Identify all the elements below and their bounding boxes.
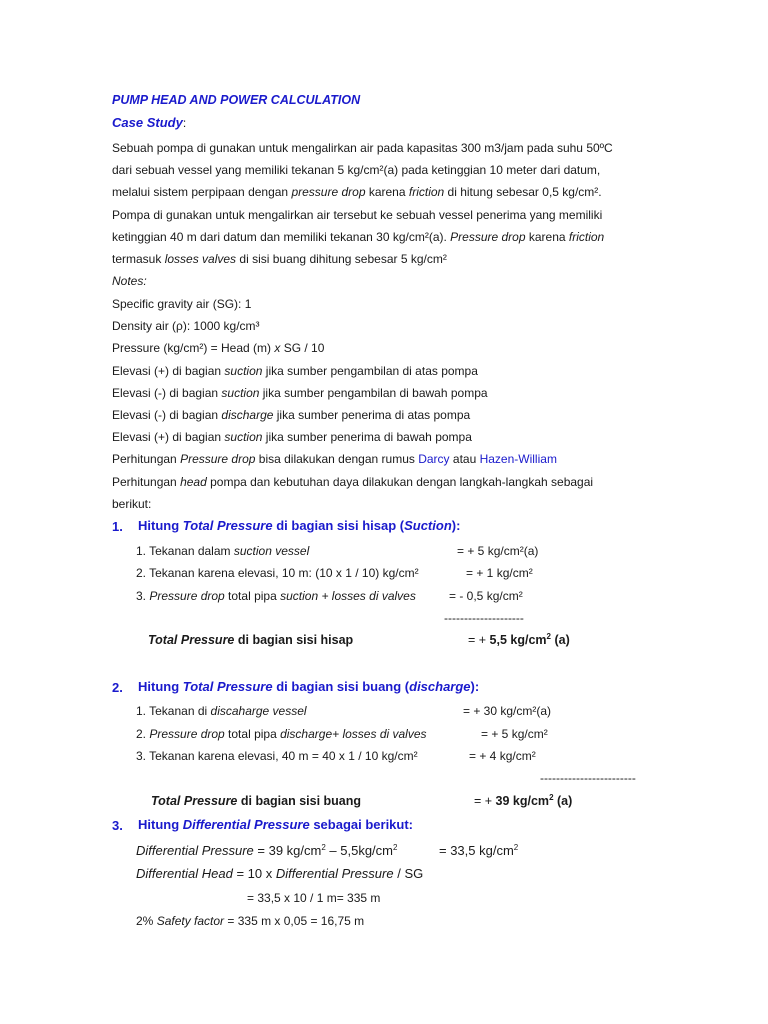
intro-line-4: Pompa di gunakan untuk mengalirkan air tersebut ke sebuah vessel penerima yang memiliki [112, 208, 603, 222]
note-specific-gravity: Specific gravity air (SG): 1 [112, 297, 252, 311]
step1-total-value: = + 5,5 $kg/cm^2$ (a) [468, 632, 570, 647]
notes-label: Notes: [112, 274, 147, 288]
note-elevation-3: Elevasi (-) di bagian discharge jika sumber penerima di atas pompa [112, 408, 471, 422]
step1-item-1: 1. Tekanan dalam suction vessel [136, 544, 310, 558]
step1-number: 1. [112, 519, 123, 534]
step1-value-3: = - 0,5 kg/cm² [449, 589, 523, 603]
note-pressure-drop-method: Perhitungan Pressure drop bisa dilakukan dengan rumus Darcy atau Hazen-William [112, 452, 557, 466]
step2-item-2: 2. Pressure drop total pipa discharge+ losses di valves [136, 727, 427, 741]
step2-value-2: = + 5 kg/cm² [481, 727, 548, 741]
step2-separator: ------------------------ [540, 771, 636, 785]
step2-heading: Hitung Total Pressure di bagian sisi buang (discharge): [138, 679, 480, 694]
step3-number: 3. [112, 818, 123, 833]
step2-number: 2. [112, 680, 123, 695]
step1-value-1: = + 5 kg/cm²(a) [457, 544, 539, 558]
safety-factor-line: 2% Safety factor = 335 m x 0,05 = 16,75 m [136, 914, 365, 928]
step1-separator: -------------------- [444, 611, 524, 625]
intro-line-1: Sebuah pompa di gunakan untuk mengalirkan air pada kapasitas 300 m3/jam pada suhu 50ºC [112, 141, 613, 155]
note-pressure-formula: Pressure (kg/cm²) = Head (m) x SG / 10 [112, 341, 325, 355]
link-darcy[interactable]: Darcy [418, 452, 450, 466]
note-density: Density air (ρ): 1000 kg/cm³ [112, 319, 260, 333]
step2-item-3: 3. Tekanan karena elevasi, 40 m = 40 x 1 / 10 kg/cm² [136, 749, 418, 763]
step1-value-2: = + 1 kg/cm² [466, 566, 533, 580]
page-title: PUMP HEAD AND POWER CALCULATION [112, 93, 361, 107]
step2-value-3: = + 4 kg/cm² [469, 749, 536, 763]
step2-total-label: Total Pressure di bagian sisi buang [151, 794, 362, 808]
differential-pressure-value: = 33,5 $kg/cm^2$ [439, 843, 519, 858]
step1-heading: Hitung Total Pressure di bagian sisi hisap (Suction): [138, 518, 461, 533]
intro-line-3: melalui sistem perpipaan dengan pressure drop karena friction di hitung sebesar 0,5 kg/cm². [112, 185, 602, 199]
step2-item-1: 1. Tekanan di discaharge vessel [136, 704, 307, 718]
step1-total-label: Total Pressure di bagian sisi hisap [148, 633, 354, 647]
note-elevation-1: Elevasi (+) di bagian suction jika sumber pengambilan di atas pompa [112, 364, 478, 378]
note-berikut: berikut: [112, 497, 152, 511]
intro-line-2: dari sebuah vessel yang memiliki tekanan 5 kg/cm²(a) pada ketinggian 10 meter dari datum, [112, 163, 601, 177]
note-elevation-4: Elevasi (+) di bagian suction jika sumber penerima di bawah pompa [112, 430, 472, 444]
step1-item-2: 2. Tekanan karena elevasi, 10 m: (10 x 1 / 10) kg/cm² [136, 566, 419, 580]
step1-item-3: 3. Pressure drop total pipa suction + losses di valves [136, 589, 416, 603]
intro-line-6: termasuk losses valves di sisi buang dihitung sebesar 5 kg/cm² [112, 252, 447, 266]
case-study-heading: Case Study: [112, 115, 187, 130]
differential-pressure-formula: Differential Pressure = 39 $kg/cm^2 - 5,5kg/cm^2$ [136, 843, 398, 858]
differential-head-formula: Differential Head = 10 x Differential Pressure / SG [136, 866, 424, 881]
step3-heading: Hitung Differential Pressure sebagai berikut: [138, 817, 414, 832]
note-head-calculation: Perhitungan head pompa dan kebutuhan daya dilakukan dengan langkah-langkah sebagai [112, 475, 594, 489]
step2-total-value: = + 39 $kg/cm^2$ (a) [474, 793, 573, 808]
intro-line-5: ketinggian 40 m dari datum dan memiliki tekanan 30 kg/cm²(a). Pressure drop karena friction [112, 230, 605, 244]
link-hazen-william[interactable]: Hazen-William [479, 452, 557, 466]
differential-head-value: = 33,5 x 10 / 1 m= 335 m [247, 891, 381, 905]
step2-value-1: = + 30 kg/cm²(a) [463, 704, 552, 718]
note-elevation-2: Elevasi (-) di bagian suction jika sumber pengambilan di bawah pompa [112, 386, 488, 400]
